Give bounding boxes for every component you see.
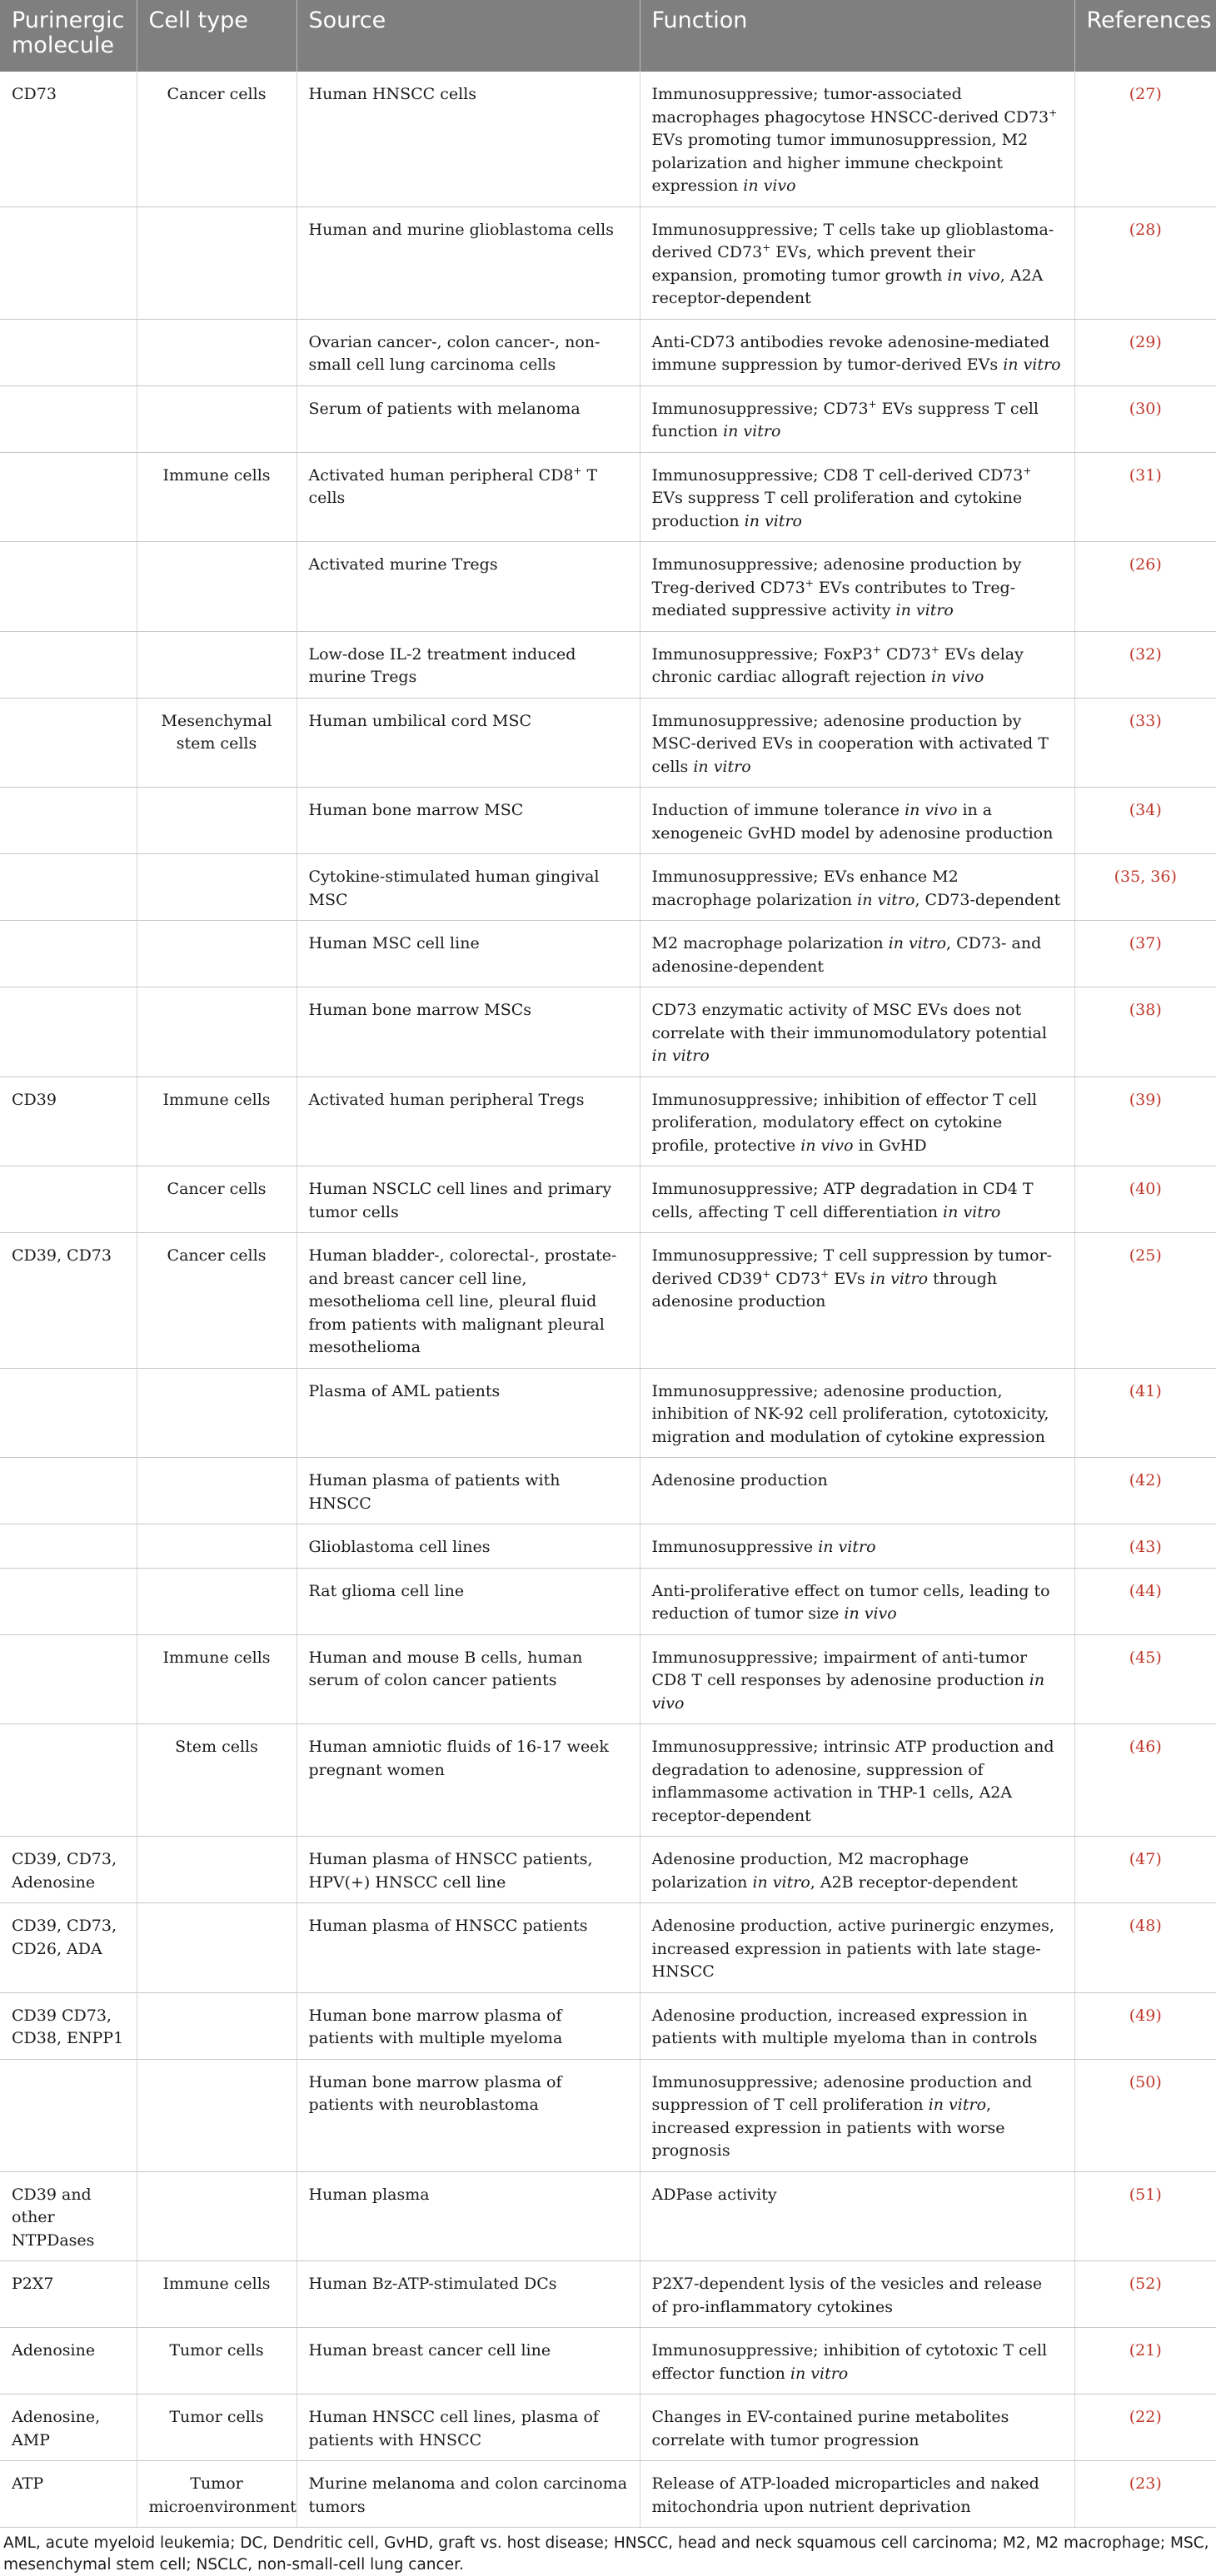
cell-molecule	[0, 2059, 137, 2171]
cell-molecule	[0, 631, 137, 698]
table-row	[0, 2328, 1216, 2394]
cell-cell-type	[137, 2059, 297, 2171]
cell-cell-type: Immune cells	[137, 452, 297, 542]
cell-source: Human HNSCC cell lines, plasma of patients with HNSCC	[297, 2394, 640, 2461]
cell-molecule	[0, 788, 137, 854]
cell-molecule	[0, 1524, 137, 1569]
cell-references: (26)	[1074, 542, 1216, 632]
cell-molecule	[0, 854, 137, 921]
cell-molecule: ATP	[0, 2461, 137, 2528]
cell-references: (41)	[1074, 1368, 1216, 1458]
cell-cell-type: Cancer cells	[137, 1166, 297, 1233]
header-source: Source	[297, 0, 640, 72]
cell-source: Low-dose IL-2 treatment induced murine Tregs	[297, 631, 640, 698]
reference-link[interactable]: 49	[1135, 2006, 1156, 2025]
cell-cell-type	[137, 542, 297, 632]
cell-cell-type: Cancer cells	[137, 1233, 297, 1369]
cell-source: Serum of patients with melanoma	[297, 385, 640, 452]
reference-link[interactable]: 41	[1135, 1381, 1156, 1400]
table-row	[0, 2394, 1216, 2461]
cell-source: Activated murine Tregs	[297, 542, 640, 632]
cell-references: (25)	[1074, 1233, 1216, 1369]
cell-cell-type	[137, 2171, 297, 2261]
cell-cell-type	[137, 987, 297, 1077]
cell-cell-type	[137, 1458, 297, 1524]
cell-cell-type: Tumor microenvironment	[137, 2461, 297, 2528]
cell-function: Adenosine production, active purinergic enzymes, increased expression in patients with late stage-HNSCC	[640, 1903, 1074, 1993]
cell-function: CD73 enzymatic activity of MSC EVs does not correlate with their immunomodulatory potential in vitro	[640, 987, 1074, 1077]
cell-cell-type	[137, 1568, 297, 1634]
table-row	[0, 1634, 1216, 1724]
header-row	[0, 0, 1216, 72]
table-row	[0, 2261, 1216, 2328]
cell-function: Immunosuppressive; inhibition of effector T cell proliferation, modulatory effect on cytokine profile, protective in vivo in GvHD	[640, 1077, 1074, 1166]
cell-references: (46)	[1074, 1724, 1216, 1837]
reference-link[interactable]: 35	[1120, 868, 1141, 886]
reference-link[interactable]: 45	[1135, 1648, 1156, 1667]
table-row	[0, 631, 1216, 698]
cell-function: Immunosuppressive; T cell suppression by tumor-derived CD39+ CD73+ EVs in vitro through adenosine production	[640, 1233, 1074, 1369]
cell-cell-type	[137, 206, 297, 319]
table-row	[0, 1903, 1216, 1993]
cell-references: (33)	[1074, 698, 1216, 788]
cell-function: Immunosuppressive; adenosine production and suppression of T cell proliferation in vitro, increased expression in patients with worse prognosis	[640, 2059, 1074, 2171]
cell-references: (40)	[1074, 1166, 1216, 1233]
cell-cell-type	[137, 319, 297, 385]
reference-link[interactable]: 33	[1135, 711, 1156, 730]
cell-source: Human HNSCC cells	[297, 72, 640, 206]
cell-source: Human bone marrow plasma of patients with multiple myeloma	[297, 1992, 640, 2059]
table-row	[0, 206, 1216, 319]
cell-function: Immunosuppressive; adenosine production by Treg-derived CD73+ EVs contributes to Treg-mediated suppressive activity in vitro	[640, 542, 1074, 632]
cell-function: Anti-CD73 antibodies revoke adenosine-mediated immune suppression by tumor-derived EVs in vitro	[640, 319, 1074, 385]
cell-cell-type	[137, 385, 297, 452]
cell-references: (23)	[1074, 2461, 1216, 2528]
cell-source: Human bone marrow MSC	[297, 788, 640, 854]
cell-cell-type: Tumor cells	[137, 2328, 297, 2394]
cell-source: Glioblastoma cell lines	[297, 1524, 640, 1569]
cell-molecule: CD39	[0, 1077, 137, 1166]
cell-molecule	[0, 206, 137, 319]
reference-link[interactable]: 43	[1135, 1538, 1156, 1556]
reference-link[interactable]: 29	[1135, 332, 1156, 351]
cell-source: Human plasma of HNSCC patients	[297, 1903, 640, 1993]
reference-link[interactable]: 50	[1135, 2072, 1156, 2091]
reference-link[interactable]: 46	[1135, 1738, 1156, 1756]
table-row	[0, 1077, 1216, 1166]
cell-references: (39)	[1074, 1077, 1216, 1166]
reference-link[interactable]: 26	[1135, 555, 1156, 574]
reference-link[interactable]: 30	[1135, 399, 1156, 418]
cell-source: Human NSCLC cell lines and primary tumor cells	[297, 1166, 640, 1233]
reference-link[interactable]: 31	[1135, 465, 1156, 485]
reference-link[interactable]: 22	[1135, 2408, 1156, 2426]
cell-references: (35, 36)	[1074, 854, 1216, 921]
cell-references: (37)	[1074, 921, 1216, 987]
cell-cell-type: Mesenchymal stem cells	[137, 698, 297, 788]
cell-source: Human breast cancer cell line	[297, 2328, 640, 2394]
cell-cell-type	[137, 1524, 297, 1569]
cell-molecule	[0, 698, 137, 788]
cell-cell-type: Immune cells	[137, 1077, 297, 1166]
cell-source: Murine melanoma and colon carcinoma tumors	[297, 2461, 640, 2528]
cell-cell-type	[137, 854, 297, 921]
cell-references: (22)	[1074, 2394, 1216, 2461]
header-cell-type: Cell type	[137, 0, 297, 72]
cell-molecule	[0, 921, 137, 987]
table-row	[0, 698, 1216, 788]
cell-molecule	[0, 319, 137, 385]
cell-cell-type	[137, 921, 297, 987]
reference-link[interactable]: 37	[1135, 934, 1156, 952]
cell-source: Plasma of AML patients	[297, 1368, 640, 1458]
table-row	[0, 1837, 1216, 1903]
cell-source: Cytokine-stimulated human gingival MSC	[297, 854, 640, 921]
cell-source: Activated human peripheral CD8+ T cells	[297, 452, 640, 542]
cell-function: Immunosuppressive in vitro	[640, 1524, 1074, 1569]
reference-link[interactable]: 51	[1135, 2185, 1156, 2204]
cell-references: (52)	[1074, 2261, 1216, 2328]
cell-references: (31)	[1074, 452, 1216, 542]
cell-molecule	[0, 1724, 137, 1837]
cell-function: P2X7-dependent lysis of the vesicles and release of pro-inflammatory cytokines	[640, 2261, 1074, 2328]
cell-references: (47)	[1074, 1837, 1216, 1903]
table-row	[0, 2059, 1216, 2171]
cell-source: Human bone marrow MSCs	[297, 987, 640, 1077]
cell-function: Immunosuppressive; adenosine production, inhibition of NK-92 cell proliferation, cytotoxicity, migration and modulation of cytokine expression	[640, 1368, 1074, 1458]
reference-link[interactable]: 21	[1135, 2341, 1156, 2360]
table-row	[0, 987, 1216, 1077]
table-body	[0, 72, 1216, 2528]
reference-link[interactable]: 44	[1135, 1581, 1156, 1600]
cell-source: Human and mouse B cells, human serum of colon cancer patients	[297, 1634, 640, 1724]
cell-source: Human and murine glioblastoma cells	[297, 206, 640, 319]
reference-link[interactable]: 38	[1135, 1001, 1156, 1019]
cell-references: (51)	[1074, 2171, 1216, 2261]
cell-source: Human plasma of patients with HNSCC	[297, 1458, 640, 1524]
cell-molecule	[0, 987, 137, 1077]
table-row	[0, 319, 1216, 385]
cell-references: (44)	[1074, 1568, 1216, 1634]
cell-cell-type	[137, 1903, 297, 1993]
reference-link[interactable]: 39	[1135, 1090, 1156, 1109]
reference-link[interactable]: 47	[1135, 1850, 1156, 1868]
cell-function: ADPase activity	[640, 2171, 1074, 2261]
reference-link[interactable]: 25	[1135, 1246, 1156, 1265]
cell-cell-type: Immune cells	[137, 1634, 297, 1724]
cell-function: Induction of immune tolerance in vivo in a xenogeneic GvHD model by adenosine production	[640, 788, 1074, 854]
cell-references: (29)	[1074, 319, 1216, 385]
reference-link[interactable]: 32	[1135, 644, 1156, 664]
table-row	[0, 1568, 1216, 1634]
reference-link[interactable]: 34	[1135, 801, 1156, 819]
table-row	[0, 1166, 1216, 1233]
table-row	[0, 1458, 1216, 1524]
reference-link[interactable]: 40	[1135, 1180, 1156, 1198]
cell-function: Immunosuppressive; adenosine production by MSC-derived EVs in cooperation with activated T cells in vitro	[640, 698, 1074, 788]
cell-source: Human plasma of HNSCC patients, HPV(+) HNSCC cell line	[297, 1837, 640, 1903]
table-row	[0, 385, 1216, 452]
cell-function: Adenosine production, increased expression in patients with multiple myeloma than in controls	[640, 1992, 1074, 2059]
cell-source: Human MSC cell line	[297, 921, 640, 987]
reference-link[interactable]: 27	[1135, 85, 1156, 103]
table-row	[0, 452, 1216, 542]
cell-function: Immunosuppressive; tumor-associated macrophages phagocytose HNSCC-derived CD73+ EVs promoting tumor immunosuppression, M2 polarization and higher immune checkpoint expression in vivo	[640, 72, 1074, 206]
table-row	[0, 1724, 1216, 1837]
cell-molecule	[0, 1368, 137, 1458]
cell-function: Immunosuppressive; FoxP3+ CD73+ EVs delay chronic cardiac allograft rejection in vivo	[640, 631, 1074, 698]
cell-references: (32)	[1074, 631, 1216, 698]
cell-references: (28)	[1074, 206, 1216, 319]
table-row	[0, 2461, 1216, 2528]
cell-source: Human bladder-, colorectal-, prostate- and breast cancer cell line, mesothelioma cell line, pleural fluid from patients with malignant pleural mesothelioma	[297, 1233, 640, 1369]
cell-molecule: Adenosine	[0, 2328, 137, 2394]
table-row	[0, 1524, 1216, 1569]
cell-references: (42)	[1074, 1458, 1216, 1524]
cell-cell-type	[137, 788, 297, 854]
cell-source: Human amniotic fluids of 16-17 week pregnant women	[297, 1724, 640, 1837]
cell-references: (21)	[1074, 2328, 1216, 2394]
cell-cell-type: Tumor cells	[137, 2394, 297, 2461]
cell-function: Adenosine production, M2 macrophage polarization in vitro, A2B receptor-dependent	[640, 1837, 1074, 1903]
table-row	[0, 788, 1216, 854]
cell-cell-type: Stem cells	[137, 1724, 297, 1837]
cell-source: Rat glioma cell line	[297, 1568, 640, 1634]
cell-references: (50)	[1074, 2059, 1216, 2171]
cell-molecule	[0, 385, 137, 452]
header-references: References	[1074, 0, 1216, 72]
cell-function: Immunosuppressive; intrinsic ATP production and degradation to adenosine, suppression of inflammasome activation in THP-1 cells, A2A receptor-dependent	[640, 1724, 1074, 1837]
cell-function: Anti-proliferative effect on tumor cells, leading to reduction of tumor size in vivo	[640, 1568, 1074, 1634]
cell-molecule: CD39 CD73, CD38, ENPP1	[0, 1992, 137, 2059]
table-row	[0, 1233, 1216, 1369]
cell-function: Changes in EV-contained purine metabolites correlate with tumor progression	[640, 2394, 1074, 2461]
table-row	[0, 854, 1216, 921]
cell-function: Immunosuppressive; ATP degradation in CD4 T cells, affecting T cell differentiation in vitro	[640, 1166, 1074, 1233]
cell-references: (34)	[1074, 788, 1216, 854]
cell-function: M2 macrophage polarization in vitro, CD73- and adenosine-dependent	[640, 921, 1074, 987]
table-row	[0, 921, 1216, 987]
cell-references: (38)	[1074, 987, 1216, 1077]
reference-link[interactable]: 23	[1135, 2474, 1156, 2493]
cell-function: Immunosuppressive; EVs enhance M2 macrophage polarization in vitro, CD73-dependent	[640, 854, 1074, 921]
cell-function: Immunosuppressive; impairment of anti-tumor CD8 T cell responses by adenosine production in vivo	[640, 1634, 1074, 1724]
table-footnote: AML, acute myeloid leukemia; DC, Dendritic cell, GvHD, graft vs. host disease; HNSCC, head and neck squamous cell carcinoma; M2, M2 macrophage; MSC, mesenchymal stem cell; NSCLC, non-small-cell lung cancer.	[3, 2534, 1209, 2574]
table-row	[0, 72, 1216, 206]
cell-cell-type: Immune cells	[137, 2261, 297, 2328]
cell-molecule: CD39, CD73, CD26, ADA	[0, 1903, 137, 1993]
cell-function: Immunosuppressive; inhibition of cytotoxic T cell effector function in vitro	[640, 2328, 1074, 2394]
cell-cell-type	[137, 631, 297, 698]
header-function: Function	[640, 0, 1074, 72]
cell-molecule	[0, 1568, 137, 1634]
cell-function: Release of ATP-loaded microparticles and naked mitochondria upon nutrient deprivation	[640, 2461, 1074, 2528]
cell-cell-type	[137, 1992, 297, 2059]
cell-molecule	[0, 1166, 137, 1233]
cell-references: (43)	[1074, 1524, 1216, 1569]
cell-molecule: Adenosine, AMP	[0, 2394, 137, 2461]
cell-references: (30)	[1074, 385, 1216, 452]
cell-molecule	[0, 1458, 137, 1524]
table-row	[0, 2171, 1216, 2261]
reference-link[interactable]: 28	[1135, 220, 1156, 239]
cell-source: Human umbilical cord MSC	[297, 698, 640, 788]
cell-function: Immunosuppressive; CD73+ EVs suppress T cell function in vitro	[640, 385, 1074, 452]
cell-molecule	[0, 452, 137, 542]
cell-references: (27)	[1074, 72, 1216, 206]
table-row	[0, 542, 1216, 632]
table-header	[0, 0, 1216, 72]
cell-source: Human plasma	[297, 2171, 640, 2261]
cell-references: (49)	[1074, 1992, 1216, 2059]
reference-link[interactable]: 48	[1135, 1917, 1156, 1935]
cell-molecule: CD39 and other NTPDases	[0, 2171, 137, 2261]
cell-function: Adenosine production	[640, 1458, 1074, 1524]
cell-cell-type	[137, 1368, 297, 1458]
cell-cell-type	[137, 1837, 297, 1903]
cell-function: Immunosuppressive; T cells take up glioblastoma-derived CD73+ EVs, which prevent their expansion, promoting tumor growth in vivo, A2A receptor-dependent	[640, 206, 1074, 319]
cell-source: Human Bz-ATP-stimulated DCs	[297, 2261, 640, 2328]
cell-molecule: P2X7	[0, 2261, 137, 2328]
cell-molecule	[0, 1634, 137, 1724]
header-molecule: Purinergic molecule	[0, 0, 137, 72]
cell-molecule	[0, 542, 137, 632]
cell-references: (45)	[1074, 1634, 1216, 1724]
cell-molecule: CD73	[0, 72, 137, 206]
reference-link[interactable]: 52	[1135, 2275, 1156, 2293]
cell-molecule: CD39, CD73, Adenosine	[0, 1837, 137, 1903]
cell-source: Ovarian cancer-, colon cancer-, non-small cell lung carcinoma cells	[297, 319, 640, 385]
cell-function: Immunosuppressive; CD8 T cell-derived CD73+ EVs suppress T cell proliferation and cytokine production in vitro	[640, 452, 1074, 542]
cell-references: (48)	[1074, 1903, 1216, 1993]
table-row	[0, 1368, 1216, 1458]
cell-cell-type: Cancer cells	[137, 72, 297, 206]
cell-molecule: CD39, CD73	[0, 1233, 137, 1369]
cell-source: Activated human peripheral Tregs	[297, 1077, 640, 1166]
cell-source: Human bone marrow plasma of patients with neuroblastoma	[297, 2059, 640, 2171]
reference-link[interactable]: 36	[1150, 868, 1171, 886]
table-row	[0, 1992, 1216, 2059]
reference-link[interactable]: 42	[1135, 1471, 1156, 1489]
